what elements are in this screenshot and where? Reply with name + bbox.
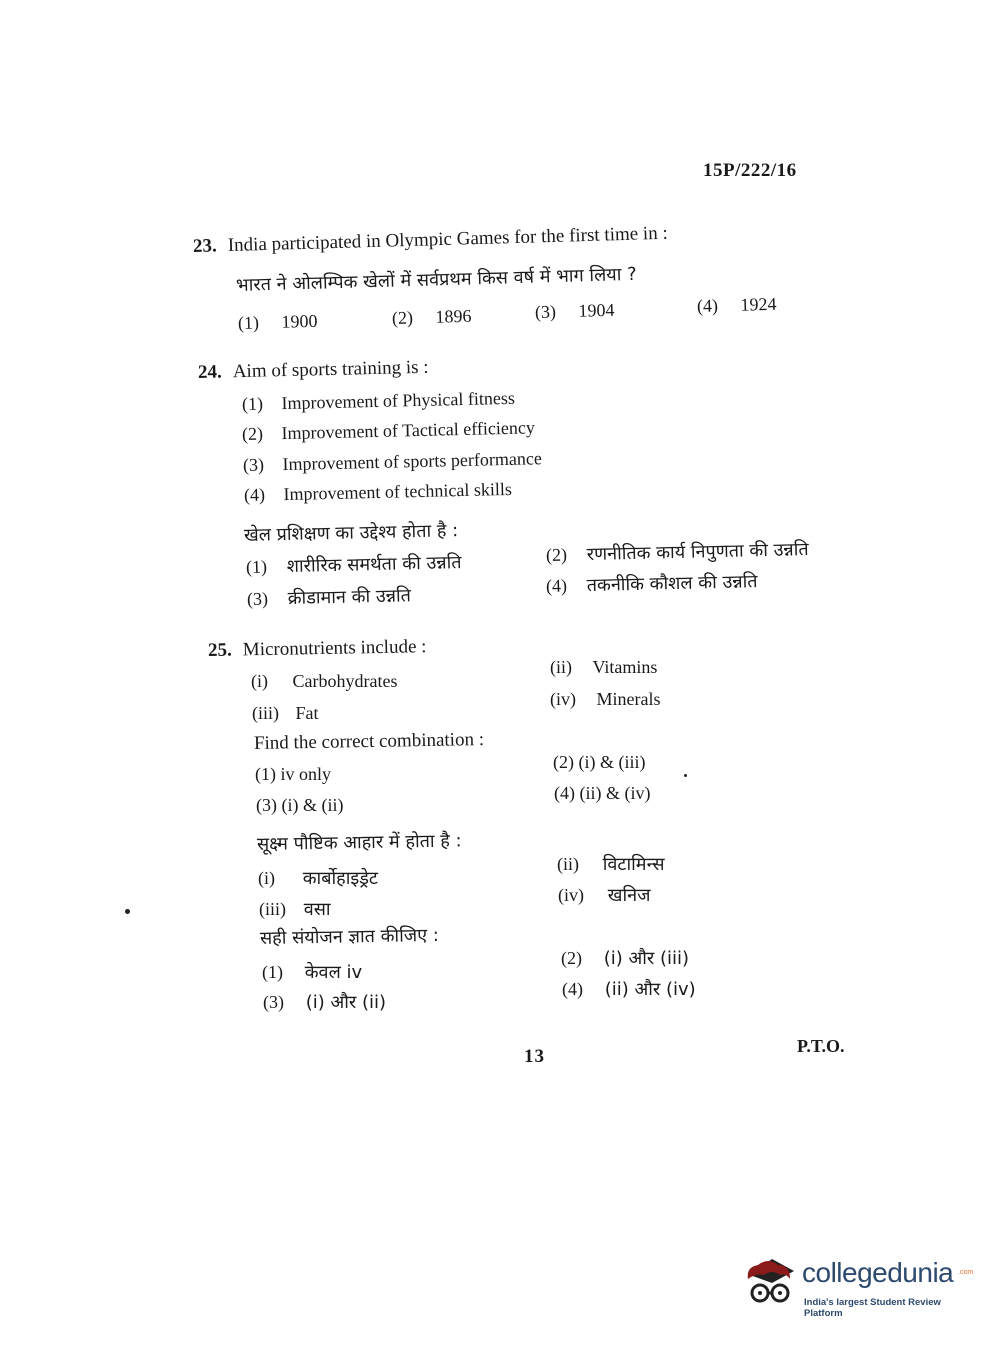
option-number: (4) xyxy=(545,575,568,596)
option: (1) iv only xyxy=(255,764,331,784)
question-text-hi: भारत ने ओलम्पिक खेलों में सर्वप्रथम किस वर्ष में भाग लिया ? xyxy=(235,263,637,296)
question-text-en: Aim of sports training is : xyxy=(232,356,429,383)
collegedunia-logo xyxy=(742,1253,972,1317)
pto-label: P.T.O. xyxy=(797,1036,845,1056)
option xyxy=(263,990,386,1014)
list-item xyxy=(258,866,378,890)
option: (2) (i) & (iii) xyxy=(553,752,646,772)
question-text-en: India participated in Olympic Games for the first time in : xyxy=(227,222,668,257)
list-item xyxy=(550,657,657,678)
item-text: Carbohydrates xyxy=(292,671,398,691)
option-text: 1904 xyxy=(578,299,615,321)
option-number: (2) xyxy=(561,948,582,968)
option-number: (1) xyxy=(262,962,283,982)
instruction-en: Find the correct combination : xyxy=(253,728,485,754)
option-number: (1) xyxy=(237,312,260,333)
item-text: Minerals xyxy=(596,689,661,709)
option: (3) (i) & (ii) xyxy=(256,795,344,815)
list-item xyxy=(251,671,397,692)
question-text-hi: सूक्ष्म पौष्टिक आहार में होता है : xyxy=(256,830,462,855)
option-number: (4) xyxy=(696,295,719,316)
item-text: कार्बोहाइड्रेट xyxy=(302,868,378,889)
option-text: Improvement of Physical fitness xyxy=(281,387,516,414)
option-text: 1900 xyxy=(281,310,318,332)
logo-suffix: .com xyxy=(958,1269,974,1276)
scan-speck xyxy=(684,774,687,777)
list-item xyxy=(550,689,660,710)
option-number: (4) xyxy=(562,979,583,999)
option-number: (2) xyxy=(391,307,414,328)
option: (4) (ii) & (iv) xyxy=(554,783,651,803)
question-24 xyxy=(198,357,429,384)
option-text: (i) और (ii) xyxy=(305,992,387,1013)
option-text: Improvement of technical skills xyxy=(283,478,513,505)
option-number: (3) xyxy=(242,454,265,475)
option-text: रणनीतिक कार्य निपुणता की उन्नति xyxy=(586,539,809,566)
list-item xyxy=(557,852,665,876)
instruction-hi: सही संयोजन ज्ञात कीजिए : xyxy=(259,924,440,949)
option-number: (2) xyxy=(545,544,568,565)
option-text: शारीरिक समर्थता की उन्नति xyxy=(286,552,462,578)
question-number: 23. xyxy=(192,235,218,257)
item-text: Fat xyxy=(295,703,319,723)
option-text: तकनीकि कौशल की उन्नति xyxy=(586,571,758,597)
option xyxy=(392,306,472,329)
option-number: (1) xyxy=(245,556,268,577)
option-text: 1896 xyxy=(435,305,472,327)
option-text: Improvement of sports performance xyxy=(282,448,543,475)
option xyxy=(562,977,696,1001)
paper-code: 15P/222/16 xyxy=(703,160,797,181)
option xyxy=(243,448,542,476)
option xyxy=(238,311,318,334)
option xyxy=(246,550,462,579)
logo-tagline: India's largest Student Review Platform xyxy=(804,1297,941,1319)
scan-speck xyxy=(125,909,130,914)
item-number: (i) xyxy=(251,671,268,691)
option-text: Improvement of Tactical efficiency xyxy=(281,417,536,444)
page-number: 13 xyxy=(524,1046,545,1067)
question-23 xyxy=(193,223,668,258)
option xyxy=(242,388,515,415)
option-number: (2) xyxy=(241,423,264,444)
question-text-hi: खेल प्रशिक्षण का उद्देश्य होता है : xyxy=(243,520,459,546)
item-text: Vitamins xyxy=(592,657,658,677)
question-number: 25. xyxy=(207,639,232,661)
option-text: (i) और (iii) xyxy=(603,948,690,969)
list-item xyxy=(259,897,331,921)
option-number: (3) xyxy=(263,992,284,1012)
option xyxy=(247,583,411,611)
item-number: (iii) xyxy=(259,899,286,919)
option xyxy=(242,417,535,445)
item-number: (iv) xyxy=(550,689,576,709)
option xyxy=(244,479,512,506)
item-text: खनिज xyxy=(607,885,651,906)
option xyxy=(262,960,362,984)
item-number: (iii) xyxy=(252,703,279,723)
item-text: विटामिन्स xyxy=(602,854,665,875)
option-text: 1924 xyxy=(740,293,777,315)
question-25 xyxy=(208,636,427,662)
item-text: वसा xyxy=(303,899,331,920)
mascot-icon xyxy=(742,1253,800,1313)
option xyxy=(546,537,809,567)
question-number: 24. xyxy=(197,361,222,383)
option-number: (1) xyxy=(241,393,264,414)
option-text: क्रीडामान की उन्नति xyxy=(287,585,412,610)
item-number: (iv) xyxy=(558,885,584,905)
option-text: (ii) और (iv) xyxy=(604,979,696,1000)
option xyxy=(697,294,777,317)
option-number: (3) xyxy=(534,301,557,322)
option-text: केवल iv xyxy=(304,962,363,983)
item-number: (ii) xyxy=(550,657,572,677)
item-number: (ii) xyxy=(557,854,579,874)
list-item xyxy=(558,883,650,907)
option xyxy=(561,946,689,970)
option-number: (3) xyxy=(246,588,269,609)
option xyxy=(535,300,615,323)
list-item xyxy=(252,703,319,724)
option xyxy=(546,569,758,598)
item-number: (i) xyxy=(258,868,275,888)
option-number: (4) xyxy=(243,484,266,505)
question-text-en: Micronutrients include : xyxy=(242,636,427,661)
logo-wordmark: collegedunia xyxy=(802,1257,954,1288)
